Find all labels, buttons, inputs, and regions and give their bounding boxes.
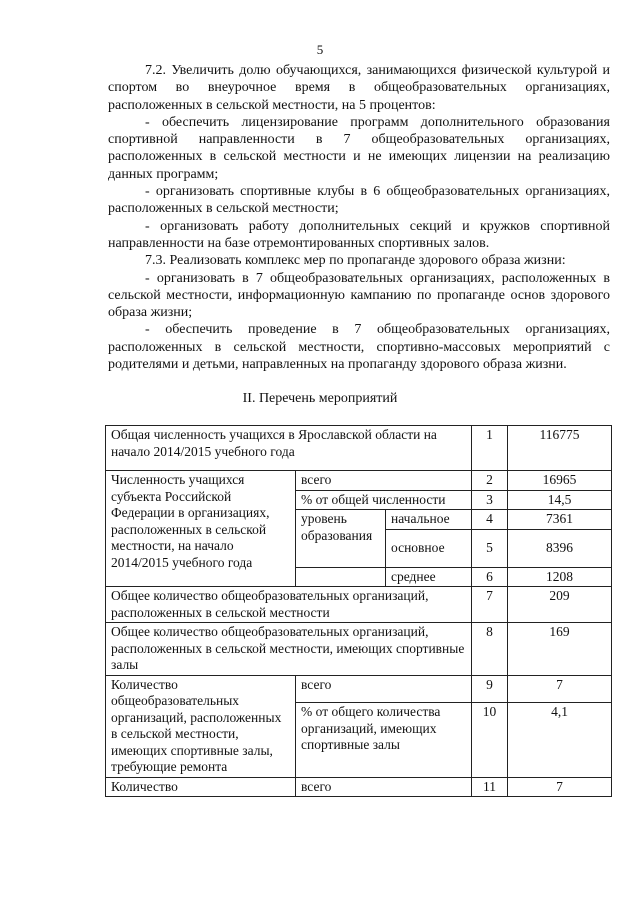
- table-cell-num: 11: [472, 777, 508, 797]
- table-row: [106, 471, 612, 491]
- table-cell-num: 7: [472, 587, 508, 623]
- table-cell-level: среднее: [386, 567, 472, 587]
- table-cell-label: Общее количество общеобразовательных организаций, расположенных в сельской местности, имеющих спортивные залы: [106, 623, 472, 676]
- table-cell-label: Количество: [106, 777, 296, 797]
- table-cell-label: Количество общеобразовательных организаций, расположенных в сельской местности, имеющих спортивные залы, требующие ремонта: [106, 675, 296, 777]
- paragraph-sport-events: - обеспечить проведение в 7 общеобразовательных организациях, расположенных в сельской местности, спортивно-массовых мероприятий с родителями и детьми, направленных на пропаганду здорового образа жизни.: [108, 322, 610, 373]
- table-cell-level: основное: [386, 529, 472, 567]
- table-cell-sublabel: всего: [296, 675, 472, 703]
- table-cell-value: 7: [508, 777, 612, 797]
- body-text: [108, 62, 610, 373]
- table-row: [106, 623, 612, 676]
- table-cell-sublabel: % от общей численности: [296, 490, 472, 510]
- table-cell-num: 2: [472, 471, 508, 491]
- table-row: [106, 426, 612, 471]
- table-cell-num: 4: [472, 510, 508, 530]
- paragraph-sections: - организовать работу дополнительных секций и кружков спортивной направленности на базе отремонтированных спортивных залов.: [108, 218, 610, 251]
- table-cell-sublabel: уровень образования: [296, 510, 386, 568]
- table-cell-num: 3: [472, 490, 508, 510]
- table-cell-value: 209: [508, 587, 612, 623]
- paragraph-info-campaign: - организовать в 7 общеобразовательных организациях, расположенных в сельской местности, информационную кампанию по пропаганде основ здорового образа жизни;: [108, 270, 610, 321]
- table-cell-num: 6: [472, 567, 508, 587]
- table-cell-value: 1208: [508, 567, 612, 587]
- table-cell-value: 7361: [508, 510, 612, 530]
- table-cell-value: 7: [508, 675, 612, 703]
- table-cell-value: 116775: [508, 426, 612, 471]
- section-title: II. Перечень мероприятий: [242, 391, 398, 406]
- page-number: 5: [316, 42, 324, 57]
- table-cell-level: начальное: [386, 510, 472, 530]
- table-cell-value: 14,5: [508, 490, 612, 510]
- table-cell-sublabel: всего: [296, 777, 472, 797]
- table-row: [106, 675, 612, 703]
- paragraph-sport-clubs: - организовать спортивные клубы в 6 общеобразовательных организациях, расположенных в сельской местности;: [108, 184, 610, 217]
- table-cell-value: 4,1: [508, 703, 612, 777]
- paragraph-licensing: - обеспечить лицензирование программ дополнительного образования спортивной направленности в 7 общеобразовательных организациях, расположенных в сельской местности и не имеющих лицензии на реализацию данных программ;: [108, 114, 610, 182]
- table-cell-value: 8396: [508, 529, 612, 567]
- table-cell-num: 1: [472, 426, 508, 471]
- table-cell-num: 8: [472, 623, 508, 676]
- table-cell-sublabel: всего: [296, 471, 472, 491]
- table-cell-label: Численность учащихся субъекта Российской Федерации в организациях, расположенных в сельской местности, на начало 2014/2015 учебного года: [106, 471, 296, 587]
- table-cell-label: Общее количество общеобразовательных организаций, расположенных в сельской местности: [106, 587, 472, 623]
- table-cell-value: 169: [508, 623, 612, 676]
- table-cell-label: Общая численность учащихся в Ярославской области на начало 2014/2015 учебного года: [106, 426, 472, 471]
- table-cell-sublabel: % от общего количества организаций, имеющих спортивные залы: [296, 703, 472, 777]
- table-row: [106, 777, 612, 797]
- table-cell-value: 16965: [508, 471, 612, 491]
- paragraph-7-3: 7.3. Реализовать комплекс мер по пропаганде здорового образа жизни:: [145, 253, 566, 269]
- measures-table: [105, 425, 612, 797]
- table-cell-num: 5: [472, 529, 508, 567]
- table-row: [106, 587, 612, 623]
- table-cell-num: 9: [472, 675, 508, 703]
- paragraph-7-2: 7.2. Увеличить долю обучающихся, занимающихся физической культурой и спортом во внеурочное время в общеобразовательных организациях, расположенных в сельской местности, на 5 процентов:: [108, 63, 610, 113]
- table-cell-num: 10: [472, 703, 508, 777]
